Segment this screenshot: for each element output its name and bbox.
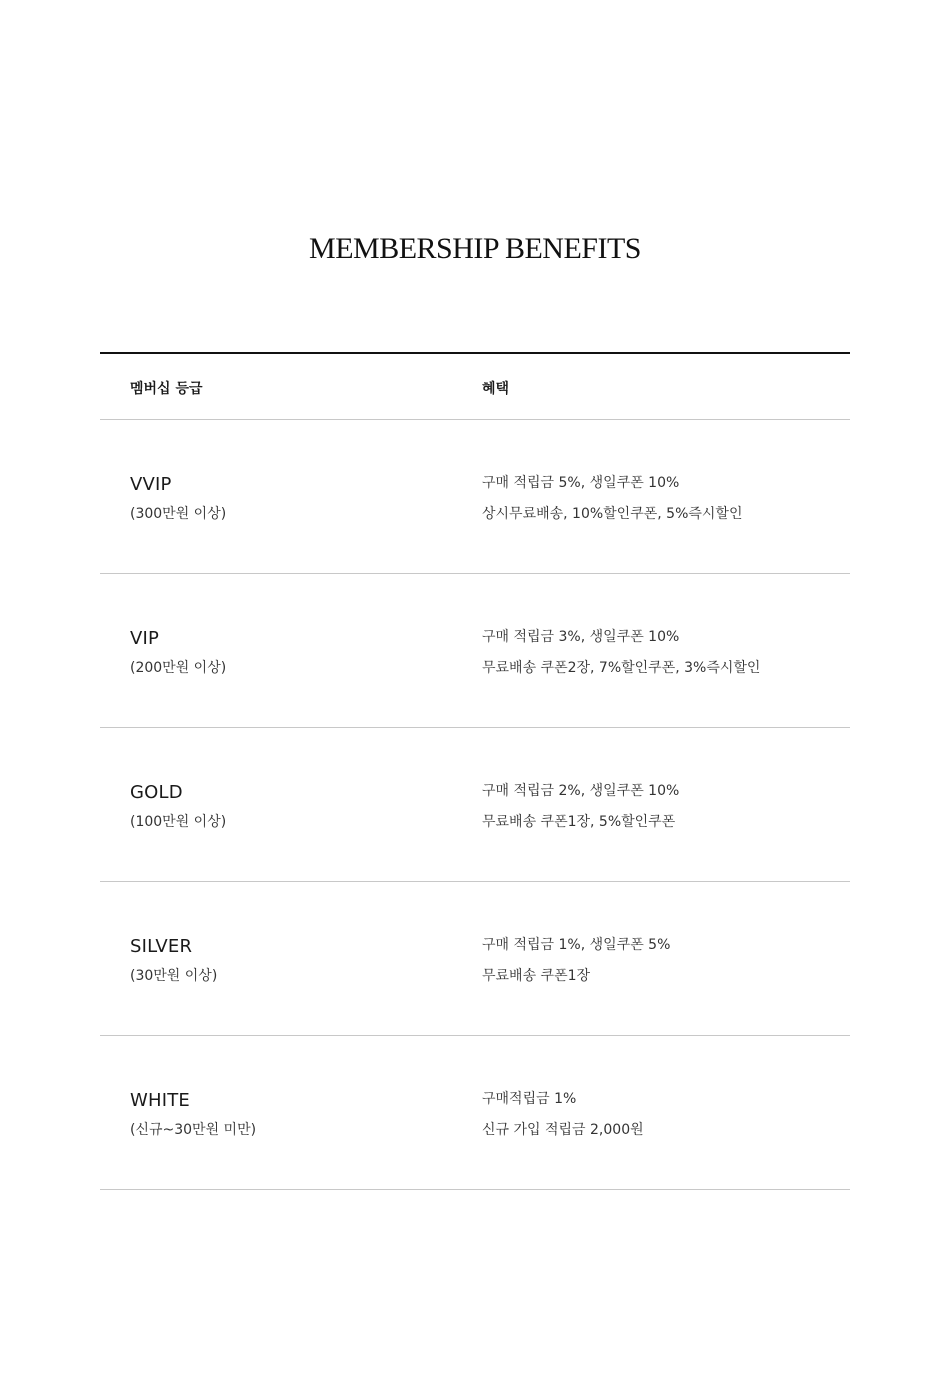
table-row-gold: [100, 728, 850, 882]
header-grade: 멤버십 등급: [130, 381, 203, 397]
benefit-line-1: 구매 적립금 2%, 생일쿠폰 10%: [482, 783, 680, 799]
tier-name: VVIP: [130, 474, 172, 495]
membership-table: [100, 352, 850, 1190]
benefit-line-2: 무료배송 쿠폰1장: [482, 968, 591, 984]
benefit-line-1: 구매 적립금 5%, 생일쿠폰 10%: [482, 475, 680, 491]
benefit-line-2: 무료배송 쿠폰2장, 7%할인쿠폰, 3%즉시할인: [482, 660, 761, 676]
tier-condition: (100만원 이상): [130, 814, 227, 830]
benefit-line-1: 구매 적립금 3%, 생일쿠폰 10%: [482, 629, 680, 645]
tier-name: VIP: [130, 628, 160, 649]
tier-name: WHITE: [130, 1090, 191, 1111]
tier-name: SILVER: [130, 936, 193, 957]
tier-condition: (200만원 이상): [130, 660, 227, 676]
header-benefit: 혜택: [482, 381, 510, 397]
table-row-vvip: [100, 420, 850, 574]
tier-condition: (신규~30만원 미만): [130, 1122, 257, 1138]
benefit-line-1: 구매 적립금 1%, 생일쿠폰 5%: [482, 937, 671, 953]
tier-condition: (30만원 이상): [130, 968, 218, 984]
benefit-line-2: 신규 가입 적립금 2,000원: [482, 1122, 644, 1138]
table-header: [100, 354, 850, 420]
benefit-line-2: 상시무료배송, 10%할인쿠폰, 5%즉시할인: [482, 506, 743, 522]
page-title: MEMBERSHIP BENEFITS: [309, 232, 641, 265]
benefit-line-2: 무료배송 쿠폰1장, 5%할인쿠폰: [482, 814, 676, 830]
benefit-line-1: 구매적립금 1%: [482, 1091, 577, 1107]
tier-name: GOLD: [130, 782, 183, 803]
tier-condition: (300만원 이상): [130, 506, 227, 522]
table-row-silver: [100, 882, 850, 1036]
table-row-vip: [100, 574, 850, 728]
table-row-white: [100, 1036, 850, 1190]
